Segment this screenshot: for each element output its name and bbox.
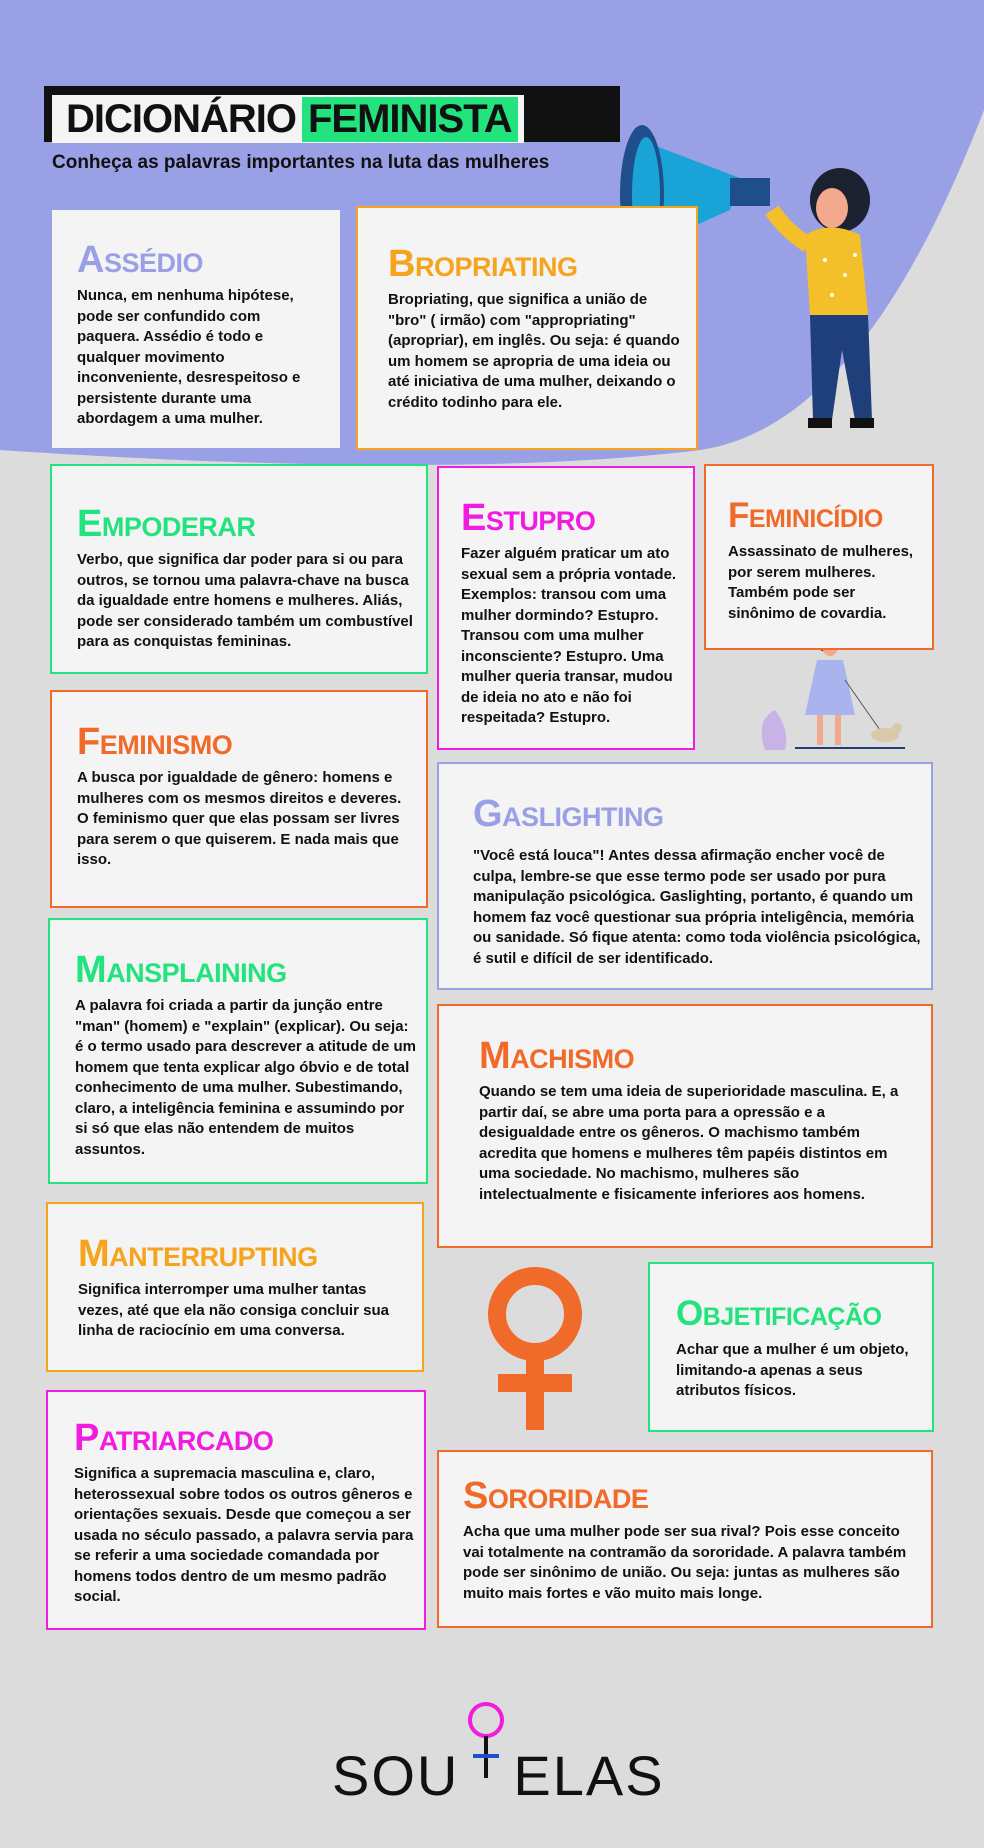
card-text: Acha que uma mulher pode ser sua rival? Pois esse conceito vai totalmente na contramão da sororidade. A palavra também pode ser sinônimo de união. Ou seja: juntas as mulheres são muito mais fortes e vão muito mais longe.	[463, 1523, 907, 1602]
female-symbol-icon	[480, 1262, 590, 1434]
card-bropriating	[356, 206, 698, 450]
logo-venus-icon	[459, 1728, 513, 1808]
logo	[332, 1728, 665, 1808]
card-gaslighting	[437, 762, 933, 990]
card-title: Feminicídio	[728, 496, 883, 535]
title-part2: FEMINISTA	[302, 97, 518, 142]
card-text: A busca por igualdade de gênero: homens e mulheres com os mesmos direitos e deveres. O feminismo quer que elas possam ser livres para serem o que quiserem. E nada mais que isso.	[77, 769, 402, 868]
logo-left: SOU	[332, 1744, 460, 1807]
card-title: Sororidade	[463, 1475, 649, 1517]
card-machismo	[437, 1004, 933, 1248]
page-subtitle: Conheça as palavras importantes na luta das mulheres	[52, 152, 550, 173]
card-text: Significa interromper uma mulher tantas vezes, até que ela não consiga concluir sua linha de raciocínio em uma conversa.	[78, 1281, 389, 1339]
card-text: "Você está louca"! Antes dessa afirmação encher você de culpa, lembre-se que esse termo pode ser usado por pura manipulação psicológica. Gaslighting, portanto, é quando um homem faz você questionar sua própria inteligência, memória ou sanidade. Só fique atenta: como toda violência psicológica, é sutil e difícil de ser identificado.	[473, 847, 921, 967]
card-text: Significa a supremacia masculina e, claro, heterossexual sobre todos os outros gêneros e orientações sexuais. Desde que começou a ser usada no século passado, a palavra servia para se referir a uma sociedade comandada por homens todos dentro de um mesmo padrão social.	[74, 1465, 414, 1605]
card-objetificacao	[648, 1262, 934, 1432]
card-title: Manterrupting	[78, 1233, 318, 1275]
card-title: Machismo	[479, 1035, 635, 1077]
card-empoderar	[50, 464, 428, 674]
page-title	[52, 95, 524, 143]
card-mansplaining	[48, 918, 428, 1184]
card-sororidade	[437, 1450, 933, 1628]
card-text: A palavra foi criada a partir da junção entre "man" (homem) e "explain" (explicar). Ou seja: é o termo usado para descrever a atitude de um homem que tenta explicar algo óbvio e de total conhecimento de uma mulher. Subestimando, claro, a inteligência feminina e assumindo por si só que elas não entendem de muitos assuntos.	[75, 997, 416, 1158]
card-title: Bropriating	[388, 243, 578, 285]
card-title: Patriarcado	[74, 1417, 274, 1459]
card-title: Gaslighting	[473, 793, 664, 835]
card-text: Nunca, em nenhuma hipótese, pode ser confundido com paquera. Assédio é todo e qualquer movimento inconveniente, desrespeitoso e persistente durante uma abordagem a uma mulher.	[77, 287, 301, 427]
card-text: Achar que a mulher é um objeto, limitando-a apenas a seus atributos físicos.	[676, 1341, 909, 1399]
card-text: Fazer alguém praticar um ato sexual sem a própria vontade. Exemplos: transou com uma mulher dormindo? Estupro. Transou com uma mulher inconsciente? Estupro. Uma mulher queria transar, mudou de ideia no ato e não foi respeitada? Estupro.	[461, 545, 677, 726]
card-manterrupting	[46, 1202, 424, 1372]
card-title: Mansplaining	[75, 949, 287, 991]
card-text: Quando se tem uma ideia de superioridade masculina. E, a partir daí, se abre uma porta para a opressão e a desigualdade entre os gêneros. O machismo também acredita que homens e mulheres têm papéis distintos em uma sociedade. No machismo, mulheres são intelectualmente e fisicamente inferiores aos homens.	[479, 1083, 899, 1203]
card-title: Estupro	[461, 497, 596, 539]
card-feminismo	[50, 690, 428, 908]
card-patriarcado	[46, 1390, 426, 1630]
card-title: Objetificação	[676, 1294, 882, 1333]
card-feminicidio	[704, 464, 934, 650]
card-title: Assédio	[77, 239, 203, 281]
card-title: Feminismo	[77, 721, 233, 763]
card-text: Assassinato de mulheres, por serem mulheres. Também pode ser sinônimo de covardia.	[728, 543, 914, 622]
card-text: Verbo, que significa dar poder para si ou para outros, se tornou uma palavra-chave na busca da igualdade entre homens e mulheres. Aliás, pode ser considerado também um combustível para as conquistas femininas.	[77, 551, 413, 650]
card-title: Empoderar	[77, 503, 256, 545]
card-estupro	[437, 466, 695, 750]
title-part1: DICIONÁRIO	[66, 96, 296, 141]
logo-right: ELAS	[513, 1744, 665, 1807]
card-assedio	[50, 208, 342, 450]
card-text: Bropriating, que significa a união de "bro" ( irmão) com "appropriating" (apropriar), em inglês. Ou seja: é quando um homem se apropria de uma ideia ou até iniciativa de uma mulher, deixando o crédito todinho para ele.	[388, 291, 680, 411]
